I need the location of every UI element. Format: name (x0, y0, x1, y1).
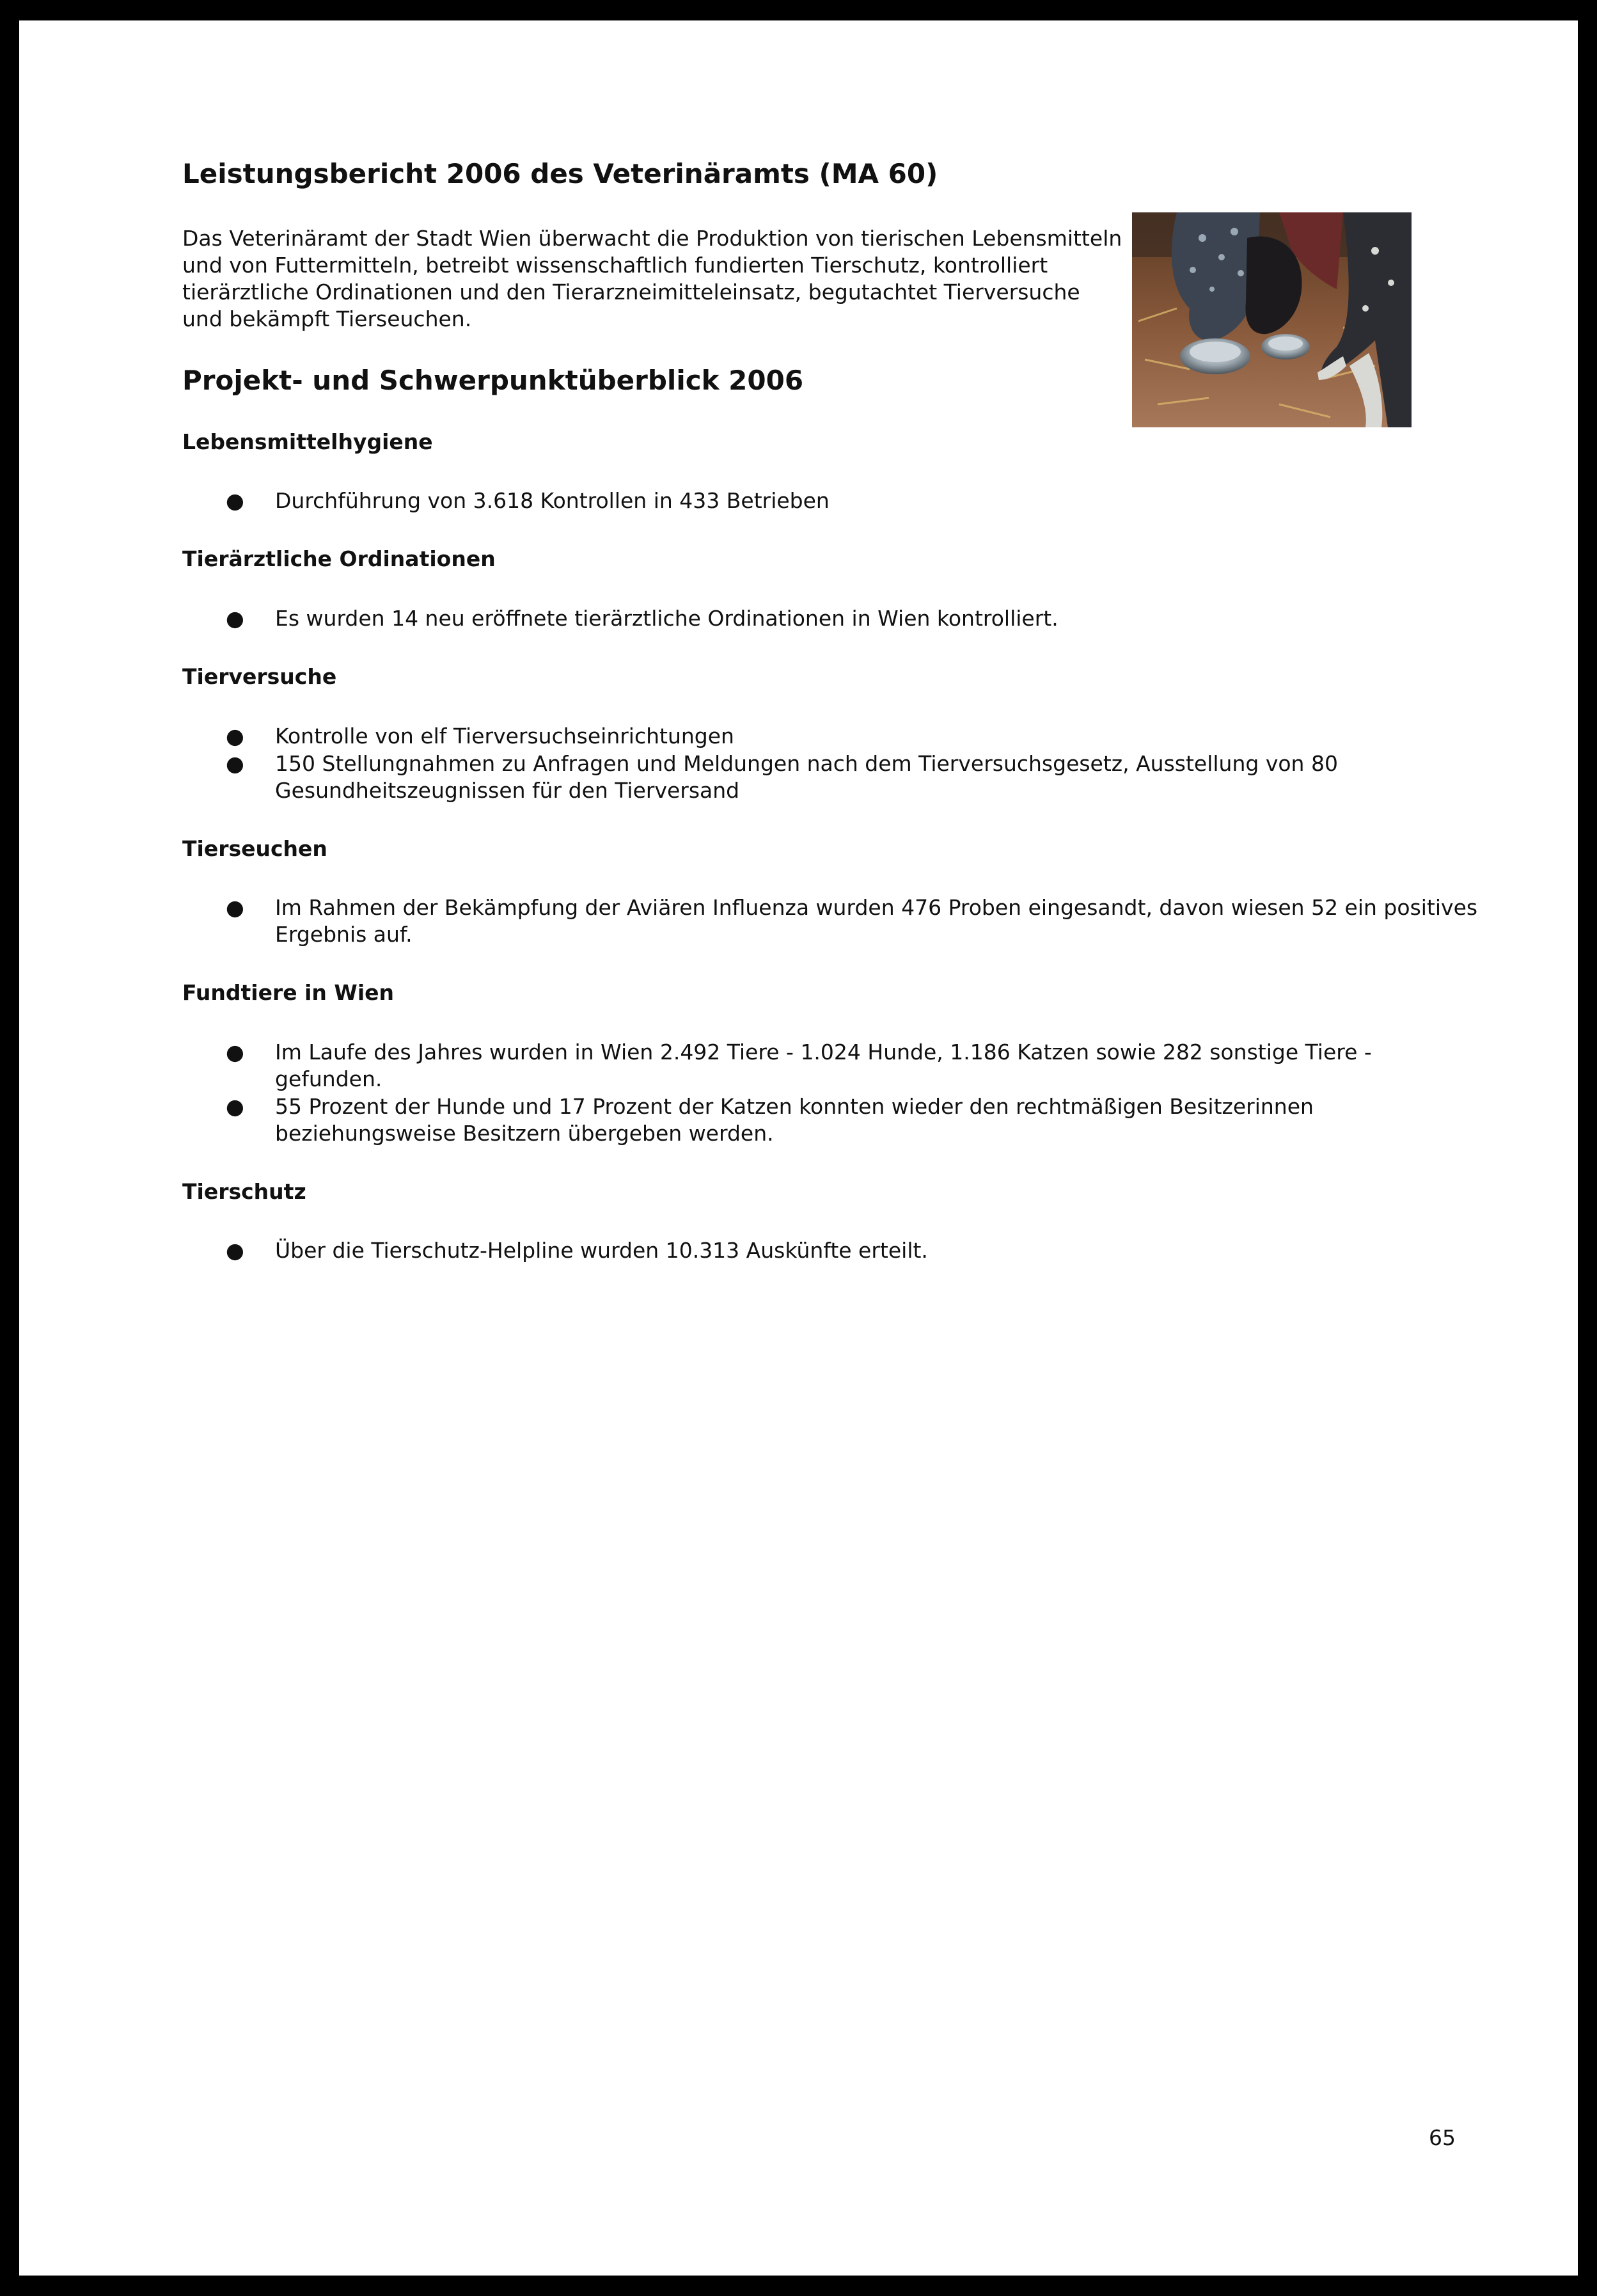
bullet-icon: ● (226, 750, 244, 776)
section-heading: Tierschutz (182, 1178, 306, 1204)
section-heading: Fundtiere in Wien (182, 980, 394, 1006)
section-overview-title: Projekt- und Schwerpunktüberblick 2006 (182, 365, 804, 397)
bullet-icon: ● (226, 1039, 244, 1065)
bullet-icon: ● (226, 895, 244, 921)
bullet-list (182, 723, 1481, 804)
list-item: ● Über die Tierschutz-Helpline wurden 10.313 Auskünfte erteilt. (226, 1238, 928, 1263)
page-title: Leistungsbericht 2006 des Veterinäramts (MA 60) (182, 158, 938, 189)
list-item: ● 150 Stellungnahmen zu Anfragen und Meldungen nach dem Tierversuchsgesetz, Ausstellung von 80 Gesundheitszeugnissen für den Tierversand (226, 750, 1338, 803)
bullet-list (182, 1237, 1481, 1264)
bullet-list (182, 894, 1481, 948)
list-item: ● Es wurden 14 neu eröffnete tierärztliche Ordinationen in Wien kontrolliert. (226, 605, 1058, 631)
list-item: ● Kontrolle von elf Tierversuchseinrichtungen (226, 723, 734, 748)
list-item: ● Im Rahmen der Bekämpfung der Aviären Influenza wurden 476 Proben eingesandt, davon wiesen 52 ein positives Ergebnis auf. (226, 895, 1478, 947)
page (19, 20, 1578, 2276)
bullet-icon: ● (226, 605, 244, 631)
bullet-list (182, 487, 1481, 514)
section-tierversuche (182, 664, 1481, 804)
section-heading: Tierversuche (182, 663, 337, 689)
list-item: ● Durchführung von 3.618 Kontrollen in 433 Betrieben (226, 488, 830, 514)
section-ordinationen (182, 546, 1481, 632)
bullet-icon: ● (226, 488, 244, 514)
page-number: 65 (1429, 2125, 1456, 2150)
bullet-list (182, 605, 1481, 632)
section-tierschutz (182, 1179, 1481, 1265)
bullet-icon: ● (226, 1093, 244, 1119)
bullet-icon: ● (226, 723, 244, 748)
bullet-list (182, 1039, 1481, 1147)
section-fundtiere (182, 980, 1481, 1147)
section-heading: Tierärztliche Ordinationen (182, 546, 496, 572)
section-heading: Tierseuchen (182, 835, 327, 861)
section-tierseuchen (182, 836, 1481, 949)
dogs-eating-photo (1132, 212, 1412, 427)
list-item: ● 55 Prozent der Hunde und 17 Prozent der Katzen konnten wieder den rechtmäßigen Besitzerinnen beziehungsweise Besitzern übergeben werden. (226, 1093, 1314, 1146)
bullet-icon: ● (226, 1238, 244, 1263)
intro-paragraph: Das Veterinäramt der Stadt Wien überwacht die Produktion von tierischen Lebensmitteln und von Futtermitteln, betreibt wissenschaftlich fundierten Tierschutz, kontrolliert tierärztliche Ordinationen und den Tierarzneimitteleinsatz, begutachtet Tierversuche und bekämpft Tierseuchen. (182, 226, 1122, 332)
section-lebensmittelhygiene (182, 429, 1481, 515)
list-item: ● Im Laufe des Jahres wurden in Wien 2.492 Tiere - 1.024 Hunde, 1.186 Katzen sowie 282 sonstige Tiere - gefunden. (226, 1039, 1372, 1091)
section-heading: Lebensmittelhygiene (182, 429, 433, 454)
